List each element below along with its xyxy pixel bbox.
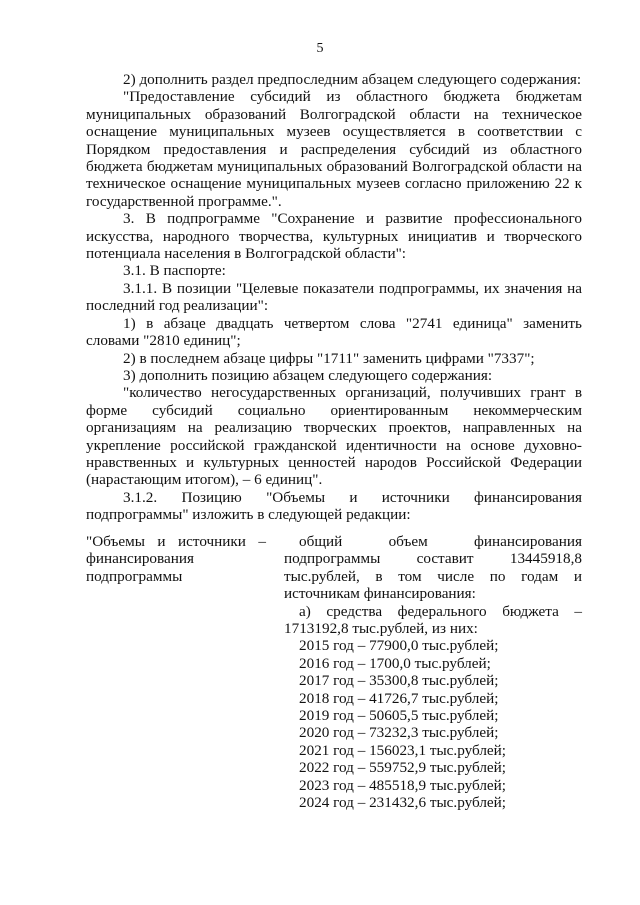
paragraph: 1) в абзаце двадцать четвертом слова "2741 единица" заменить словами "2810 единиц"; [86, 314, 582, 350]
year-line: 2016 год – 1700,0 тыс.рублей; [299, 654, 491, 672]
year-line: 2020 год – 73232,3 тыс.рублей; [299, 724, 499, 742]
paragraph: 2) в последнем абзаце цифры "1711" заменить цифрами "7337"; [123, 349, 535, 367]
year-line: 2019 год – 50605,5 тыс.рублей; [299, 707, 499, 725]
total-financing: общий объем финансирования подпрограммы составит 13445918,8 тыс.рублей, в том числе по годам и источникам финансирования: [284, 533, 582, 603]
paragraph: 3.1.1. В позиции "Целевые показатели подпрограммы, их значения на последний год реализации": [86, 279, 582, 315]
year-line: 2017 год – 35300,8 тыс.рублей; [299, 672, 499, 690]
paragraph: "количество негосударственных организаций, получивших грант в форме субсидий социально ориентированным некоммерческим организациям на реализацию творческих проектов, направленных на укрепление российской гражданской идентичности на основе духовно-нравственных и культурных ценностей народов Российской Федерации (нарастающим итогом), – 6 единиц". [86, 384, 582, 489]
year-line: 2018 год – 41726,7 тыс.рублей; [299, 689, 499, 707]
paragraph: 3. В подпрограмме "Сохранение и развитие профессионального искусства, народного творчества, культурных инициатив и творческого потенциала населения в Волгоградской области": [86, 210, 582, 263]
table-right-cell [284, 533, 582, 812]
paragraph: 2) дополнить раздел предпоследним абзацем следующего содержания: [123, 71, 582, 88]
page-number: 5 [316, 41, 324, 56]
year-line: 2015 год – 77900,0 тыс.рублей; [299, 637, 499, 655]
table-left-cell: "Объемы и источники – финансирования подпрограммы [86, 533, 266, 585]
year-line: 2021 год – 156023,1 тыс.рублей; [299, 741, 507, 759]
federal-financing: а) средства федерального бюджета – 1713192,8 тыс.рублей, из них: [284, 602, 582, 638]
paragraph: 3.1.2. Позицию "Объемы и источники финансирования подпрограммы" изложить в следующей редакции: [86, 488, 582, 524]
year-line: 2024 год – 231432,6 тыс.рублей; [299, 794, 507, 812]
document-body [86, 71, 582, 524]
year-line: 2022 год – 559752,9 тыс.рублей; [299, 759, 507, 777]
paragraph: 3) дополнить позицию абзацем следующего содержания: [123, 366, 493, 384]
paragraph: 3.1. В паспорте: [123, 262, 226, 280]
year-line: 2023 год – 485518,9 тыс.рублей; [299, 776, 507, 794]
paragraph: "Предоставление субсидий из областного бюджета бюджетам муниципальных образований Волгоградской области на техническое оснащение муниципальных музеев осуществляется в соответствии с Порядком предоставления и распределения субсидий из областного бюджета бюджетам муниципальных образований Волгоградской области на техническое оснащение муниципальных музеев согласно приложению 22 к государственной программе.". [86, 88, 582, 210]
